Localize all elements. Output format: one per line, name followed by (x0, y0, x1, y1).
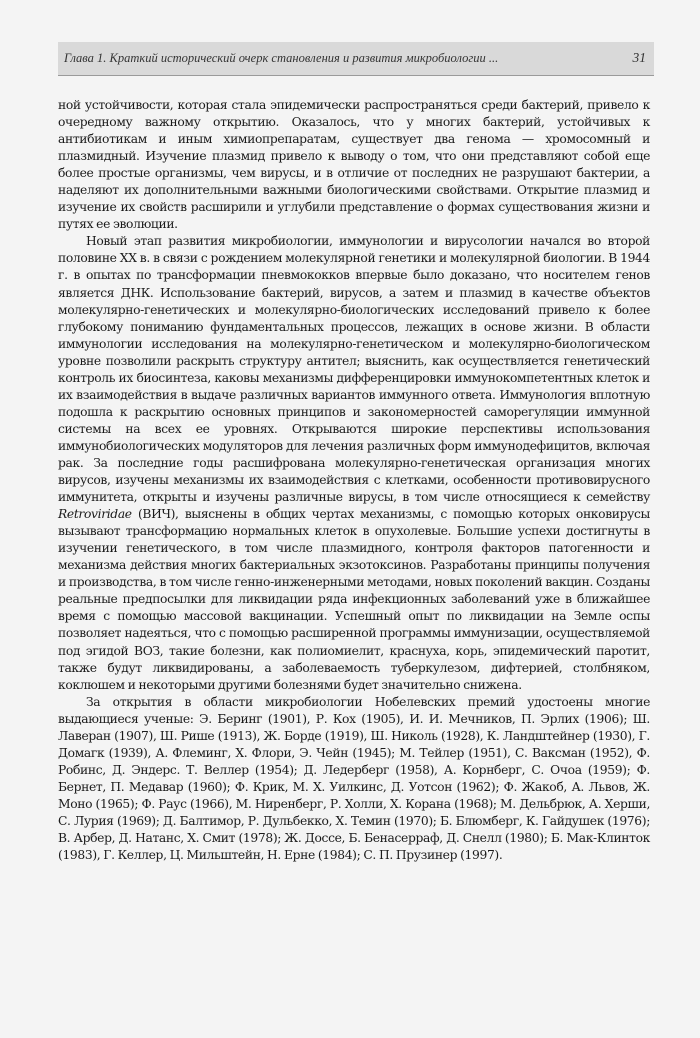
chapter-title: Глава 1. Краткий исторический очерк становления и развития микробиологии ... (64, 51, 499, 65)
paragraph-2 (58, 233, 650, 693)
paragraph-2-text-before: Новый этап развития микробиологии, иммунологии и вирусологии начался во второй половине XX в. в связи с рождением молекулярной генетики и молекулярной биологии. В 1944 г. в опытах по трансформации пневмококков впервые было доказано, что носителем генов является ДНК. Использование бактерий, вирусов, а затем и плазмид в качестве объектов молекулярно-генетических и молекулярно-биологических исследований привело к более глубокому пониманию фундаментальных процессов, лежащих в основе жизни. В области иммунологии исследования на молекулярно-генетическом и молекулярно-биологическом уровне позволили раскрыть структуру антител; выяснить, как осуществляется генетический контроль их биосинтеза, каковы механизмы дифференцировки иммунокомпетентных клеток и их взаимодействия в выдаче различных вариантов иммунного ответа. Иммунология вплотную подошла к раскрытию основных принципов и закономерностей саморегуляции иммунной системы на всех ее уровнях. Открываются широкие перспективы использования иммунобиологических модуляторов для лечения различных форм иммунодефицитов, включая рак. За последние годы расшифрована молекулярно-генетическая организация многих вирусов, изучены механизмы их взаимодействия с клетками, особенности противовирусного иммунитета, открыты и изучены различные вирусы, в том числе относящиеся к семейству (58, 234, 650, 505)
paragraph-3: За открытия в области микробиологии Нобелевских премий удостоены многие выдающиеся ученые: Э. Беринг (1901), Р. Кох (1905), И. И. Мечников, П. Эрлих (1906); Ш. Лаверан (1907), Ш. Рише (1913), Ж. Борде (1919), Ш. Николь (1928), К. Ландштейнер (1930), Г. Домагк (1939), А. Флеминг, Х. Флори, Э. Чейн (1945); М. Тейлер (1951), С. Ваксман (1952), Ф. Робинс, Д. Эндерс. Т. Веллер (1954); Д. Ледерберг (1958), А. Корнберг, С. Очоа (1959); Ф. Бернет, П. Медавар (1960); Ф. Крик, М. Х. Уилкинс, Д. Уотсон (1962); Ф. Жакоб, А. Львов, Ж. Моно (1965); Ф. Раус (1966), М. Ниренберг, Р. Холли, Х. Корана (1968); М. Дельбрюк, А. Херши, С. Лурия (1969); Д. Балтимор, Р. Дульбекко, Х. Темин (1970); Б. Блюмберг, К. Гайдушек (1976); В. Арбер, Д. Натанс, Х. Смит (1978); Ж. Доссе, Б. Бенасерраф, Д. Снелл (1980); Б. Мак-Клинток (1983), Г. Келлер, Ц. Мильштейн, Н. Ерне (1984); С. П. Прузинер (1997). (58, 694, 650, 863)
paragraph-1: ной устойчивости, которая стала эпидемически распространяться среди бактерий, привело к очередному важному открытию. Оказалось, что у многих бактерий, устойчивых к антибиотикам и иным химиопрепаратам, существует два генома — хромосомный и плазмидный. Изучение плазмид привело к выводу о том, что они представляют собой еще более простые организмы, чем вирусы, и в отличие от последних не разрушают бактерии, а наделяют их дополнительными важными биологическими свойствами. Открытие плазмид и изучение их свойств расширили и углубили представление о формах существования жизни и путях ее эволюции. (58, 98, 650, 232)
page-number: 31 (632, 50, 646, 65)
paragraph-2-text-after: (ВИЧ), выяснены в общих чертах механизмы, с помощью которых онковирусы вызывают трансформацию нормальных клеток в опухолевые. Большие успехи достигнуты в изучении генетического, в том числе плазмидного, контроля факторов патогенности и механизма действия многих бактериальных экзотоксинов. Разработаны принципы получения и производства, в том числе генно-инженерными методами, новых поколений вакцин. Созданы реальные предпосылки для ликвидации ряда инфекционных заболеваний уже в ближайшее время с помощью массовой вакцинации. Успешный опыт по ликвидации на Земле оспы позволяет надеяться, что с помощью расширенной программы иммунизации, осуществляемой под эгидой ВОЗ, такие болезни, как полиомиелит, краснуха, корь, эпидемический паротит, также будут ликвидированы, а заболеваемость туберкулезом, дифтерией, столбняком, коклюшем и некоторыми другими болезнями будет значительно снижена. (58, 507, 650, 692)
body-text (58, 97, 650, 864)
running-header (58, 42, 654, 76)
italic-term: Retroviridae (58, 507, 132, 522)
